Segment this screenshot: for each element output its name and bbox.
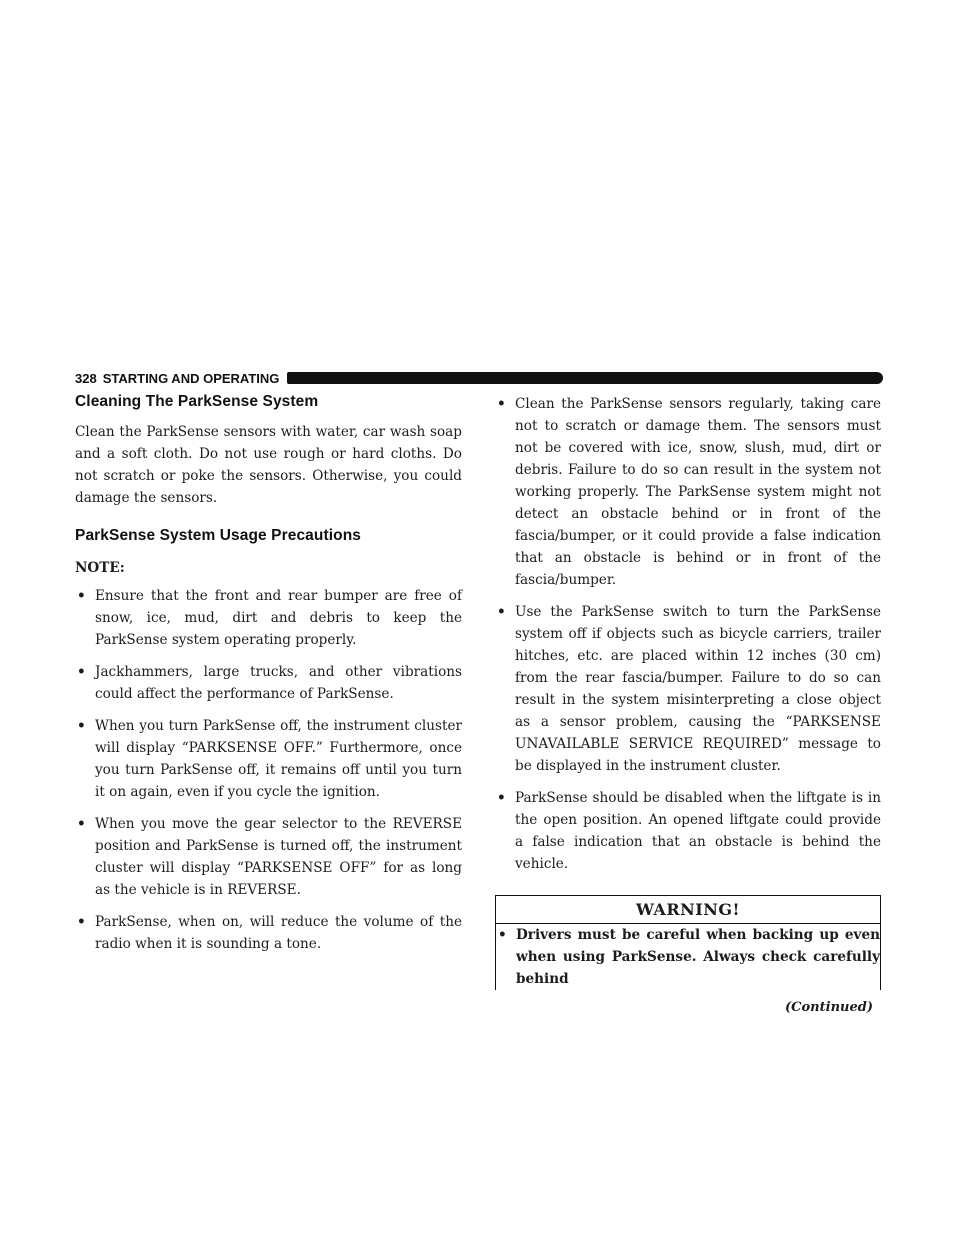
page-header bbox=[75, 370, 883, 386]
continued-label: (Continued) bbox=[785, 1000, 873, 1015]
bullet-icon: • bbox=[498, 927, 507, 943]
heading-cleaning: Cleaning The ParkSense System bbox=[75, 393, 319, 410]
list-item: • Ensure that the front and rear bumper are free of snow, ice, mud, dirt and debris to keep the ParkSense system operating properly. bbox=[75, 585, 462, 651]
list-item: • When you turn ParkSense off, the instrument cluster will display “PARKSENSE OFF.” Furthermore, once you turn ParkSense off, it remains off until you turn it on again, even if you cycle the ignition. bbox=[75, 715, 462, 803]
list-item: • Use the ParkSense switch to turn the ParkSense system off if objects such as bicycle carriers, trailer hitches, etc. are placed within 12 inches (30 cm) from the rear fascia/bumper. Failure to do so can result in the system misinterpreting a close object as a sensor problem, causing the “PARKSENSE UNAVAILABLE SERVICE REQUIRED” message to be displayed in the instrument cluster. bbox=[495, 601, 881, 777]
cleaning-paragraph: Clean the ParkSense sensors with water, car wash soap and a soft cloth. Do not use rough or hard cloths. Do not scratch or poke the sensors. Otherwise, you could damage the sensors. bbox=[75, 424, 462, 506]
bullet-icon: • bbox=[497, 790, 506, 806]
sensor-care-list bbox=[495, 393, 881, 875]
page-number: 328 bbox=[75, 370, 97, 386]
bullet-icon: • bbox=[497, 396, 506, 412]
left-column bbox=[75, 393, 462, 965]
header-rule bbox=[287, 372, 883, 384]
bullet-icon: • bbox=[77, 914, 86, 930]
bullet-icon: • bbox=[497, 604, 506, 620]
bullet-icon: • bbox=[77, 664, 86, 680]
bullet-icon: • bbox=[77, 588, 86, 604]
warning-box bbox=[495, 895, 881, 990]
list-item: • When you move the gear selector to the REVERSE position and ParkSense is turned off, the instrument cluster will display “PARKSENSE OFF” for as long as the vehicle is in REVERSE. bbox=[75, 813, 462, 901]
warning-title: WARNING! bbox=[496, 896, 880, 924]
warning-list bbox=[496, 924, 880, 990]
list-item: • ParkSense, when on, will reduce the volume of the radio when it is sounding a tone. bbox=[75, 911, 462, 955]
heading-precautions: ParkSense System Usage Precautions bbox=[75, 527, 361, 544]
bullet-icon: • bbox=[77, 718, 86, 734]
list-item: • Clean the ParkSense sensors regularly, taking care not to scratch or damage them. The sensors must not be covered with ice, snow, slush, mud, dirt or debris. Failure to do so can result in the system not working properly. The ParkSense system might not detect an obstacle behind or in front of the fascia/bumper, or it could provide a false indication that an obstacle is behind or in front of the fascia/bumper. bbox=[495, 393, 881, 591]
right-column bbox=[495, 393, 881, 1015]
section-title: STARTING AND OPERATING bbox=[102, 370, 280, 386]
note-label: NOTE: bbox=[75, 560, 125, 576]
list-item: • Jackhammers, large trucks, and other vibrations could affect the performance of ParkSense. bbox=[75, 661, 462, 705]
list-item: • ParkSense should be disabled when the liftgate is in the open position. An opened liftgate could provide a false indication that an obstacle is behind the vehicle. bbox=[495, 787, 881, 875]
precautions-list bbox=[75, 585, 462, 955]
list-item: • Drivers must be careful when backing up even when using ParkSense. Always check carefully behind bbox=[496, 924, 880, 990]
bullet-icon: • bbox=[77, 816, 86, 832]
